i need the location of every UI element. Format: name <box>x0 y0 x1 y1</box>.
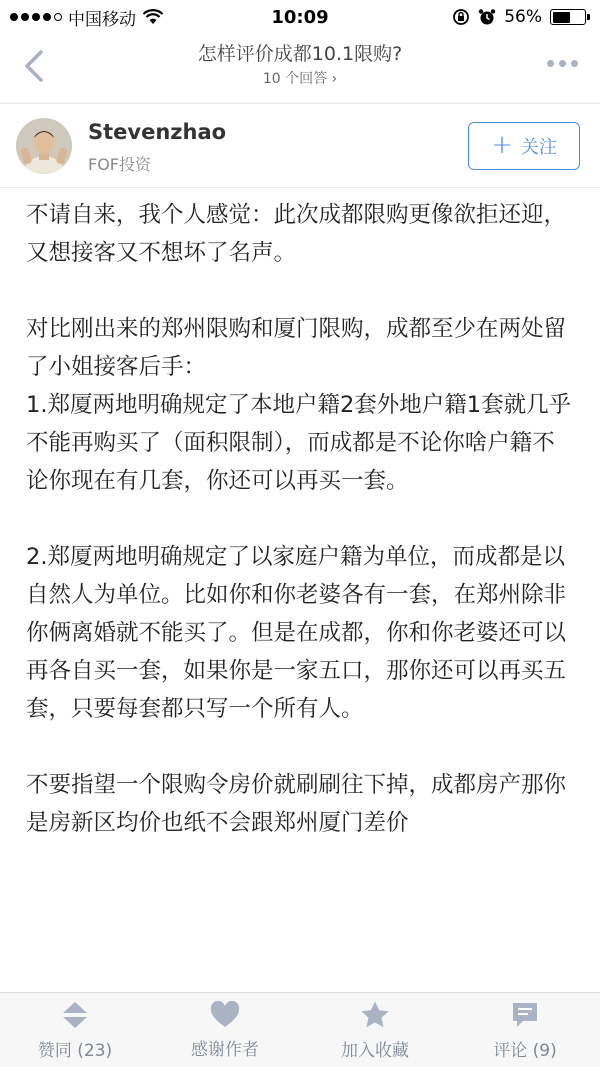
heart-icon <box>210 1001 240 1029</box>
alarm-clock-icon <box>478 8 496 26</box>
signal-strength-icon <box>10 13 62 21</box>
comment-button[interactable] <box>450 993 600 1067</box>
upvote-button[interactable] <box>0 993 150 1067</box>
rotation-lock-icon <box>452 8 470 26</box>
thank-author-label: 感谢作者 <box>191 1039 259 1060</box>
thank-author-button[interactable] <box>150 993 300 1067</box>
answer-paragraph: 不请自来，我个人感觉：此次成都限购更像欲拒还迎，又想接客又不想坏了名声。 <box>26 202 567 266</box>
author-name[interactable]: Stevenzhao <box>88 120 227 144</box>
follow-label: 关注 <box>520 137 557 158</box>
answer-count-link[interactable]: 10 个回答 › <box>262 71 338 87</box>
carrier-name: 中国移动 <box>68 9 136 30</box>
follow-button[interactable] <box>468 122 580 170</box>
answer-content <box>26 196 574 992</box>
add-to-collection-label: 加入收藏 <box>341 1040 409 1061</box>
add-to-collection-button[interactable] <box>300 993 450 1067</box>
bottom-toolbar <box>0 992 600 1067</box>
chevron-left-icon <box>23 49 45 83</box>
answer-paragraph: 不要指望一个限购令房价就刷刷往下掉，成都房产那你是房新区均价也纸不会跟郑州厦门差价 <box>26 772 567 836</box>
clock-time: 10:09 <box>271 6 329 28</box>
up-down-triangle-icon <box>61 1000 89 1030</box>
author-info <box>0 104 600 188</box>
answer-paragraph: 2.郑厦两地明确规定了以家庭户籍为单位，而成都是以自然人为单位。比如你和你老婆各有一套，在郑州除非你俩离婚就不能买了。但是在成都，你和你老婆还可以再各自买一套，如果你是一家五口，那你还可以再买五套，只要每套都只写一个所有人。 <box>26 544 567 722</box>
avatar[interactable] <box>16 118 72 174</box>
more-dots-icon[interactable] <box>547 60 578 67</box>
back-button[interactable] <box>16 46 52 86</box>
status-bar <box>0 0 600 34</box>
upvote-label: 赞同 (23) <box>37 1040 113 1061</box>
answer-paragraph: 对比刚出来的郑州限购和厦门限购，成都至少在两处留了小姐接客后手： 1.郑厦两地明确规定了本地户籍2套外地户籍1套就几乎不能再购买了（面积限制），而成都是不论你啥户籍不论你现在有几套，你还可以再买一套。 <box>26 316 572 494</box>
star-icon <box>360 1000 390 1030</box>
battery-icon <box>550 9 590 25</box>
comment-label: 评论 (9) <box>493 1040 557 1061</box>
plus-icon: + <box>491 130 513 160</box>
wifi-icon <box>142 9 164 25</box>
author-organization: FOF投资 <box>88 155 152 174</box>
speech-bubble-icon <box>510 1000 540 1030</box>
navigation-bar <box>0 34 600 104</box>
battery-percent: 56% <box>504 7 542 27</box>
question-header[interactable] <box>90 40 510 90</box>
question-title: 怎样评价成都10.1限购? <box>197 43 403 65</box>
